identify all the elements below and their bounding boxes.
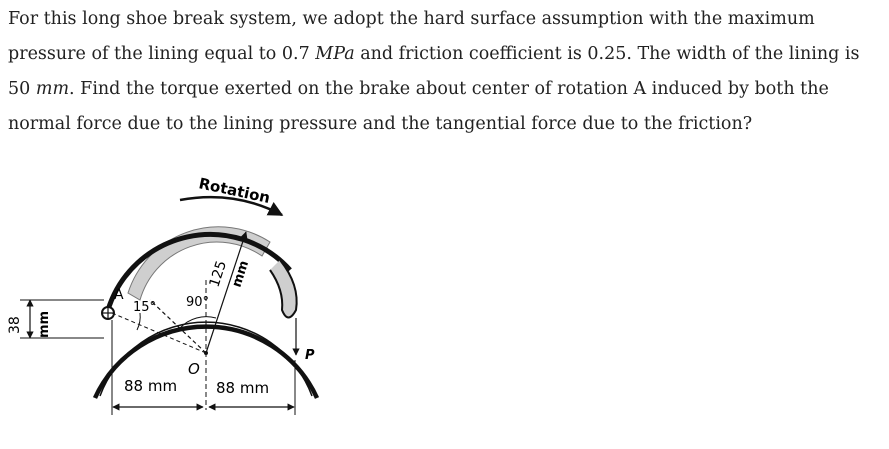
- label-dim-38-unit: mm: [37, 310, 52, 338]
- problem-statement: [8, 2, 886, 142]
- radius-line-horizontal: [112, 313, 206, 353]
- label-dim-38: 38: [7, 316, 23, 334]
- unit-mm: mm: [35, 79, 70, 99]
- brake-diagram: [0, 160, 360, 445]
- brake-figure: [0, 160, 360, 445]
- label-dim-88-left: 88 mm: [124, 377, 178, 395]
- label-dim-125-unit: mm: [229, 258, 253, 290]
- angle-arc-15: [137, 313, 140, 330]
- radius-line-125: [206, 232, 246, 353]
- shoe-tail: [270, 260, 297, 318]
- unit-mpa: MPa: [315, 44, 355, 64]
- problem-text-3: . Find the torque exerted on the brake about center of rotation A induced by both the normal force due to the lining pressure and the tangential force due to the friction?: [8, 79, 829, 134]
- problem-text-2: and friction coefficient is 0.25. The width of the lining is 50: [8, 44, 860, 99]
- label-O: O: [188, 360, 200, 378]
- label-dim-125: 125: [206, 258, 231, 290]
- label-dim-88-right: 88 mm: [216, 379, 270, 397]
- problem-text-1: For this long shoe break system, we adopt the hard surface assumption with the maximum pressure of the lining equal to 0.7: [8, 9, 815, 64]
- label-A: A: [114, 287, 124, 303]
- label-P: P: [305, 348, 315, 363]
- label-angle-90: 90°: [186, 295, 210, 310]
- label-rotation: Rotation: [197, 174, 272, 207]
- label-angle-15: 15°: [133, 300, 157, 315]
